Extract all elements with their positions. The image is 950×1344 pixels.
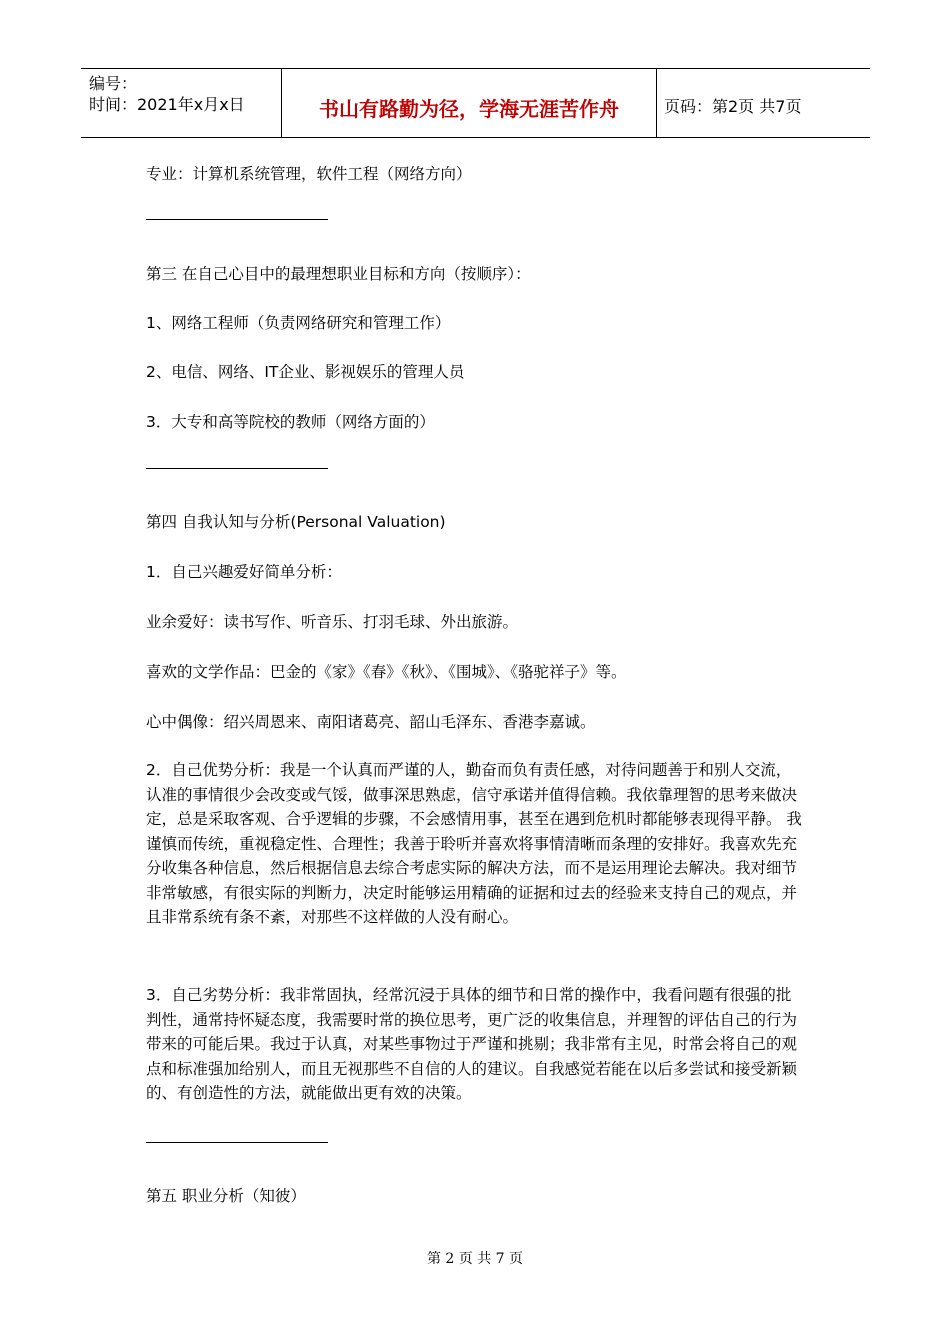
- divider-rule: [146, 219, 328, 220]
- header-left-cell: [81, 69, 281, 137]
- section-5-title: 第五 职业分析（知彼）: [146, 1187, 306, 1205]
- date-line: 时间：2021年x月x日: [89, 95, 245, 114]
- header-motto-cell: [281, 69, 657, 137]
- page-code: 页码：第2页 共7页: [664, 97, 802, 116]
- section-4-title: 第四 自我认知与分析(Personal Valuation): [146, 513, 446, 531]
- motto: 书山有路勤为径，学海无涯苦作舟: [319, 97, 619, 121]
- page-footer: 第 2 页 共 7 页: [426, 1251, 524, 1267]
- header-right-cell: [656, 69, 870, 137]
- goal-item-1: 1、网络工程师（负责网络研究和管理工作）: [146, 314, 451, 332]
- section-3-title: 第三 在自己心目中的最理想职业目标和方向（按顺序）：: [146, 265, 531, 283]
- hobbies-line: 业余爱好：读书写作、听音乐、打羽毛球、外出旅游。: [146, 613, 519, 631]
- page-header: [81, 68, 870, 138]
- serial-number-label: 编号：: [89, 74, 138, 93]
- goal-item-2: 2、电信、网络、IT企业、影视娱乐的管理人员: [146, 363, 465, 381]
- idols-line: 心中偶像：绍兴周恩来、南阳诸葛亮、韶山毛泽东、香港李嘉诚。: [146, 713, 596, 731]
- divider-rule: [146, 1142, 328, 1143]
- interest-title: 1．自己兴趣爱好简单分析：: [146, 563, 342, 581]
- divider-rule: [146, 468, 328, 469]
- goal-item-3: 3．大专和高等院校的教师（网络方面的）: [146, 413, 435, 431]
- major-line: 专业：计算机系统管理，软件工程（网络方向）: [146, 165, 472, 183]
- strengths-paragraph: 2．自己优势分析：我是一个认真而严谨的人，勤奋而负有责任感，对待问题善于和别人交流，认准的事情很少会改变或气馁，做事深思熟虑，信守承诺并值得信赖。我依靠理智的思考来做决定，总是采取客观、合乎逻辑的步骤，不会感情用事，甚至在遇到危机时都能够表现得平静。 我谨慎而传统，重视稳定性、合理性；我善于聆听并喜欢将事情清晰而条理的安排好。我喜欢先充分收集各种信息，然后根据信息去综合考虑实际的解决方法，而不是运用理论去解决。我对细节非常敏感，有很实际的判断力，决定时能够运用精确的证据和过去的经验来支持自己的观点，并且非常系统有条不紊，对那些不这样做的人没有耐心。: [146, 761, 802, 926]
- literature-line: 喜欢的文学作品：巴金的《家》《春》《秋》、《围城》、《骆驼祥子》等。: [146, 663, 627, 681]
- weaknesses-paragraph: 3．自己劣势分析：我非常固执，经常沉浸于具体的细节和日常的操作中，我看问题有很强的批判性，通常持怀疑态度，我需要时常的换位思考，更广泛的收集信息，并理智的评估自己的行为带来的可能后果。我过于认真，对某些事物过于严谨和挑剔；我非常有主见，时常会将自己的观点和标准强加给别人，而且无视那些不自信的人的建议。自我感觉若能在以后多尝试和接受新颖的、有创造性的方法，就能做出更有效的决策。: [146, 986, 798, 1102]
